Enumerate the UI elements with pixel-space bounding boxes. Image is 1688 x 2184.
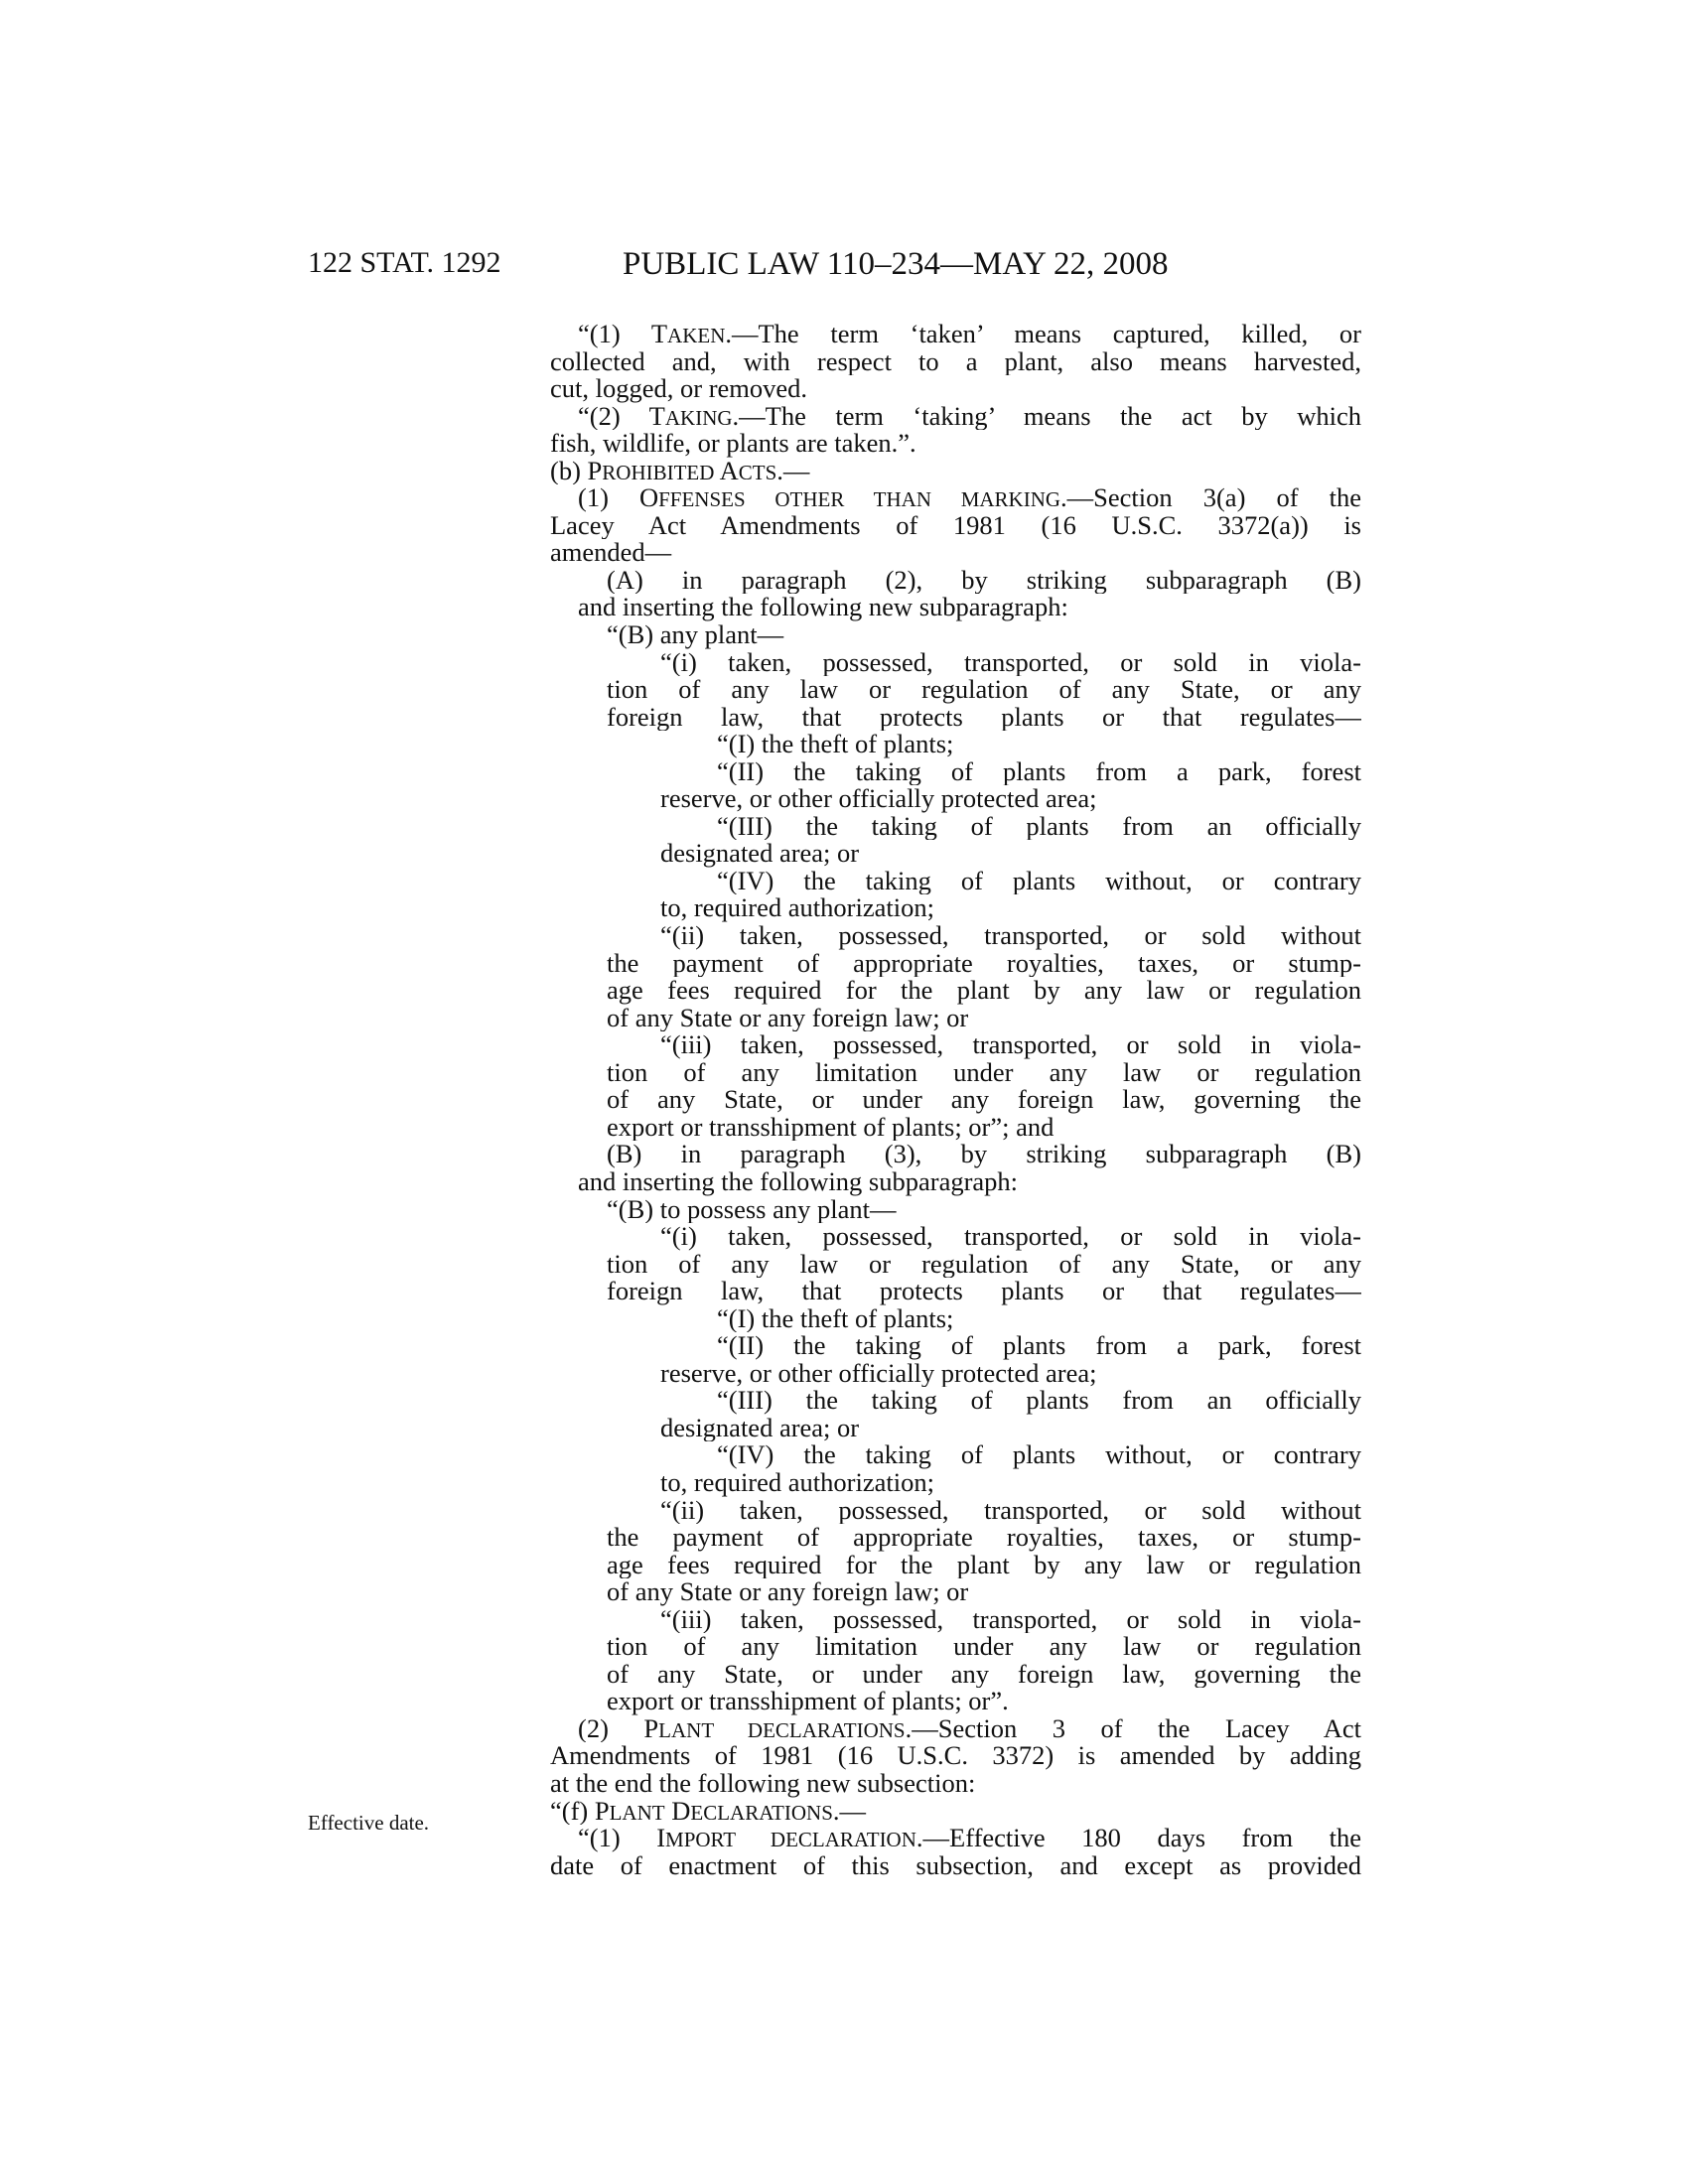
statute-body-text bbox=[550, 321, 1361, 1879]
text-segment: (B) in paragraph (3), by striking subparagraph (B) bbox=[607, 1141, 1361, 1168]
text-segment: “(iii) taken, possessed, transported, or sold in viola- bbox=[660, 1031, 1361, 1059]
text-segment: “(II) the taking of plants from a park, forest bbox=[717, 757, 1361, 786]
text-line bbox=[550, 1360, 1361, 1388]
text-segment: .—The term ‘taking’ means the act by which bbox=[732, 402, 1361, 431]
text-segment: reserve, or other officially protected area; bbox=[660, 1359, 1097, 1388]
text-line bbox=[550, 567, 1361, 595]
text-line bbox=[550, 840, 1361, 868]
text-line bbox=[550, 1798, 1361, 1826]
text-segment: .— bbox=[832, 1797, 867, 1826]
text-line bbox=[550, 1305, 1361, 1333]
text-line bbox=[550, 977, 1361, 1005]
text-segment: export or transshipment of plants; or”; and bbox=[607, 1113, 1055, 1142]
text-segment: designated area; or bbox=[660, 840, 860, 868]
text-segment: export or transshipment of plants; or”. bbox=[607, 1688, 1009, 1715]
text-line bbox=[550, 1196, 1361, 1224]
text-segment: .—Effective 180 days from the bbox=[915, 1825, 1361, 1852]
text-segment: “(f) P bbox=[550, 1797, 610, 1826]
text-segment: tion of any limitation under any law or regulation bbox=[607, 1633, 1361, 1661]
text-segment: tion of any limitation under any law or regulation bbox=[607, 1058, 1361, 1087]
text-line bbox=[550, 1031, 1361, 1059]
text-segment: “(I) the theft of plants; bbox=[717, 731, 954, 758]
text-segment: “(ii) taken, possessed, transported, or sold without bbox=[660, 1496, 1361, 1525]
text-line bbox=[550, 785, 1361, 813]
text-line bbox=[550, 458, 1361, 485]
text-segment: “(III) the taking of plants from an officially bbox=[717, 1387, 1361, 1415]
small-caps-text: AKING bbox=[664, 405, 733, 430]
text-line bbox=[550, 1825, 1361, 1852]
text-segment: cut, logged, or removed. bbox=[550, 375, 808, 403]
text-line bbox=[550, 1332, 1361, 1360]
text-line bbox=[550, 649, 1361, 677]
text-segment: .—Section 3 of the Lacey Act bbox=[905, 1714, 1361, 1743]
text-segment: reserve, or other officially protected area; bbox=[660, 785, 1097, 813]
text-segment: “(III) the taking of plants from an officially bbox=[717, 812, 1361, 841]
text-line bbox=[550, 430, 1361, 458]
text-segment: “(II) the taking of plants from a park, forest bbox=[717, 1332, 1361, 1360]
text-line bbox=[550, 1415, 1361, 1442]
text-line bbox=[550, 375, 1361, 403]
text-segment: of any State or any foreign law; or bbox=[607, 1578, 969, 1606]
text-line bbox=[550, 1223, 1361, 1251]
text-segment: tion of any law or regulation of any State, or any bbox=[607, 676, 1361, 704]
small-caps-text: ECLARATIONS bbox=[690, 1800, 833, 1825]
text-segment: collected and, with respect to a plant, also means harvested, bbox=[550, 347, 1361, 376]
small-caps-text: MPORT DECLARATION bbox=[665, 1828, 916, 1852]
text-segment: A bbox=[714, 457, 739, 485]
text-line bbox=[550, 922, 1361, 950]
text-segment: .—The term ‘taken’ means captured, killed, or bbox=[725, 321, 1361, 348]
text-segment: “(I) the theft of plants; bbox=[717, 1304, 954, 1333]
text-segment: (b) P bbox=[550, 457, 603, 485]
text-segment: Amendments of 1981 (16 U.S.C. 3372) is amended by adding bbox=[550, 1742, 1361, 1770]
text-segment: to, required authorization; bbox=[660, 1468, 934, 1497]
text-segment: foreign law, that protects plants or that regulates— bbox=[607, 703, 1361, 732]
text-segment: of any State or any foreign law; or bbox=[607, 1004, 969, 1032]
text-line bbox=[550, 868, 1361, 895]
text-segment: of any State, or under any foreign law, governing the bbox=[607, 1660, 1361, 1689]
text-segment: “(B) to possess any plant— bbox=[607, 1195, 897, 1224]
text-segment: “(i) taken, possessed, transported, or sold in viola- bbox=[660, 1223, 1361, 1251]
text-line bbox=[550, 1441, 1361, 1469]
text-line bbox=[550, 621, 1361, 649]
text-line bbox=[550, 1742, 1361, 1770]
text-line bbox=[550, 1661, 1361, 1689]
text-segment: to, required authorization; bbox=[660, 894, 934, 923]
text-line bbox=[550, 512, 1361, 540]
text-line bbox=[550, 1524, 1361, 1552]
text-line bbox=[550, 1141, 1361, 1168]
text-segment: and inserting the following subparagraph: bbox=[578, 1167, 1019, 1196]
text-segment: “(i) taken, possessed, transported, or sold in viola- bbox=[660, 648, 1361, 677]
text-line bbox=[550, 1005, 1361, 1032]
text-line bbox=[550, 1715, 1361, 1743]
text-line bbox=[550, 1578, 1361, 1606]
text-line bbox=[550, 1251, 1361, 1279]
text-segment: the payment of appropriate royalties, taxes, or stump- bbox=[607, 1524, 1361, 1552]
text-segment: “(1) T bbox=[578, 321, 668, 348]
text-segment: of any State, or under any foreign law, governing the bbox=[607, 1086, 1361, 1114]
text-line bbox=[550, 1469, 1361, 1497]
text-line bbox=[550, 348, 1361, 376]
page-header bbox=[0, 246, 1688, 286]
text-segment: .— bbox=[776, 457, 810, 485]
text-line bbox=[550, 1552, 1361, 1579]
text-segment: fish, wildlife, or plants are taken.”. bbox=[550, 430, 916, 458]
text-segment: “(IV) the taking of plants without, or contrary bbox=[717, 867, 1361, 895]
text-segment: “(B) any plant— bbox=[607, 621, 784, 649]
text-segment: date of enactment of this subsection, and except as provided bbox=[550, 1851, 1361, 1880]
text-line bbox=[550, 1770, 1361, 1798]
text-line bbox=[550, 1086, 1361, 1114]
text-segment: tion of any law or regulation of any State, or any bbox=[607, 1250, 1361, 1279]
text-line bbox=[550, 1168, 1361, 1196]
text-segment: (1) O bbox=[578, 484, 659, 512]
text-segment: Lacey Act Amendments of 1981 (16 U.S.C. 3372(a)) is bbox=[550, 511, 1361, 540]
text-line bbox=[550, 1387, 1361, 1415]
text-line bbox=[550, 1278, 1361, 1305]
small-caps-text: ROHIBITED bbox=[602, 460, 715, 484]
text-line bbox=[550, 704, 1361, 732]
text-segment: .—Section 3(a) of the bbox=[1060, 484, 1361, 512]
text-segment: “(2) T bbox=[578, 402, 665, 431]
text-segment: age fees required for the plant by any law or regulation bbox=[607, 977, 1361, 1005]
text-line bbox=[550, 813, 1361, 841]
text-segment: (A) in paragraph (2), by striking subparagraph (B) bbox=[607, 566, 1361, 595]
small-caps-text: FFENSES OTHER THAN MARKING bbox=[658, 487, 1061, 512]
text-segment: and inserting the following new subparagraph: bbox=[578, 594, 1068, 622]
text-line bbox=[550, 731, 1361, 758]
text-line bbox=[550, 321, 1361, 348]
text-segment: at the end the following new subsection: bbox=[550, 1769, 976, 1798]
text-line bbox=[550, 1688, 1361, 1715]
text-line bbox=[550, 1114, 1361, 1142]
public-law-title: PUBLIC LAW 110–234—MAY 22, 2008 bbox=[623, 246, 1169, 282]
small-caps-text: LANT DECLARATIONS bbox=[658, 1717, 906, 1742]
text-segment: the payment of appropriate royalties, taxes, or stump- bbox=[607, 949, 1361, 978]
text-segment: designated area; or bbox=[660, 1414, 860, 1442]
small-caps-text: CTS bbox=[738, 460, 777, 484]
text-segment: age fees required for the plant by any law or regulation bbox=[607, 1551, 1361, 1579]
text-line bbox=[550, 1497, 1361, 1525]
small-caps-text: LANT bbox=[609, 1800, 665, 1825]
margin-note-effective-date: Effective date. bbox=[308, 1811, 430, 1835]
text-line bbox=[550, 1852, 1361, 1880]
statute-page-reference: 122 STAT. 1292 bbox=[308, 246, 501, 279]
text-line bbox=[550, 594, 1361, 621]
text-segment: “(iii) taken, possessed, transported, or sold in viola- bbox=[660, 1605, 1361, 1634]
text-line bbox=[550, 1633, 1361, 1661]
text-line bbox=[550, 484, 1361, 512]
text-line bbox=[550, 950, 1361, 978]
text-segment: “(IV) the taking of plants without, or contrary bbox=[717, 1441, 1361, 1469]
text-line bbox=[550, 1606, 1361, 1634]
text-line bbox=[550, 894, 1361, 922]
text-segment: foreign law, that protects plants or that regulates— bbox=[607, 1278, 1361, 1305]
text-segment: “(1) I bbox=[578, 1825, 666, 1852]
text-line bbox=[550, 676, 1361, 704]
text-segment: “(ii) taken, possessed, transported, or sold without bbox=[660, 922, 1361, 950]
text-line bbox=[550, 758, 1361, 786]
text-line bbox=[550, 539, 1361, 567]
text-line bbox=[550, 1059, 1361, 1087]
text-segment: amended— bbox=[550, 539, 672, 567]
text-segment: (2) P bbox=[578, 1714, 659, 1743]
text-segment: D bbox=[664, 1797, 691, 1826]
text-line bbox=[550, 403, 1361, 431]
small-caps-text: AKEN bbox=[667, 324, 726, 347]
